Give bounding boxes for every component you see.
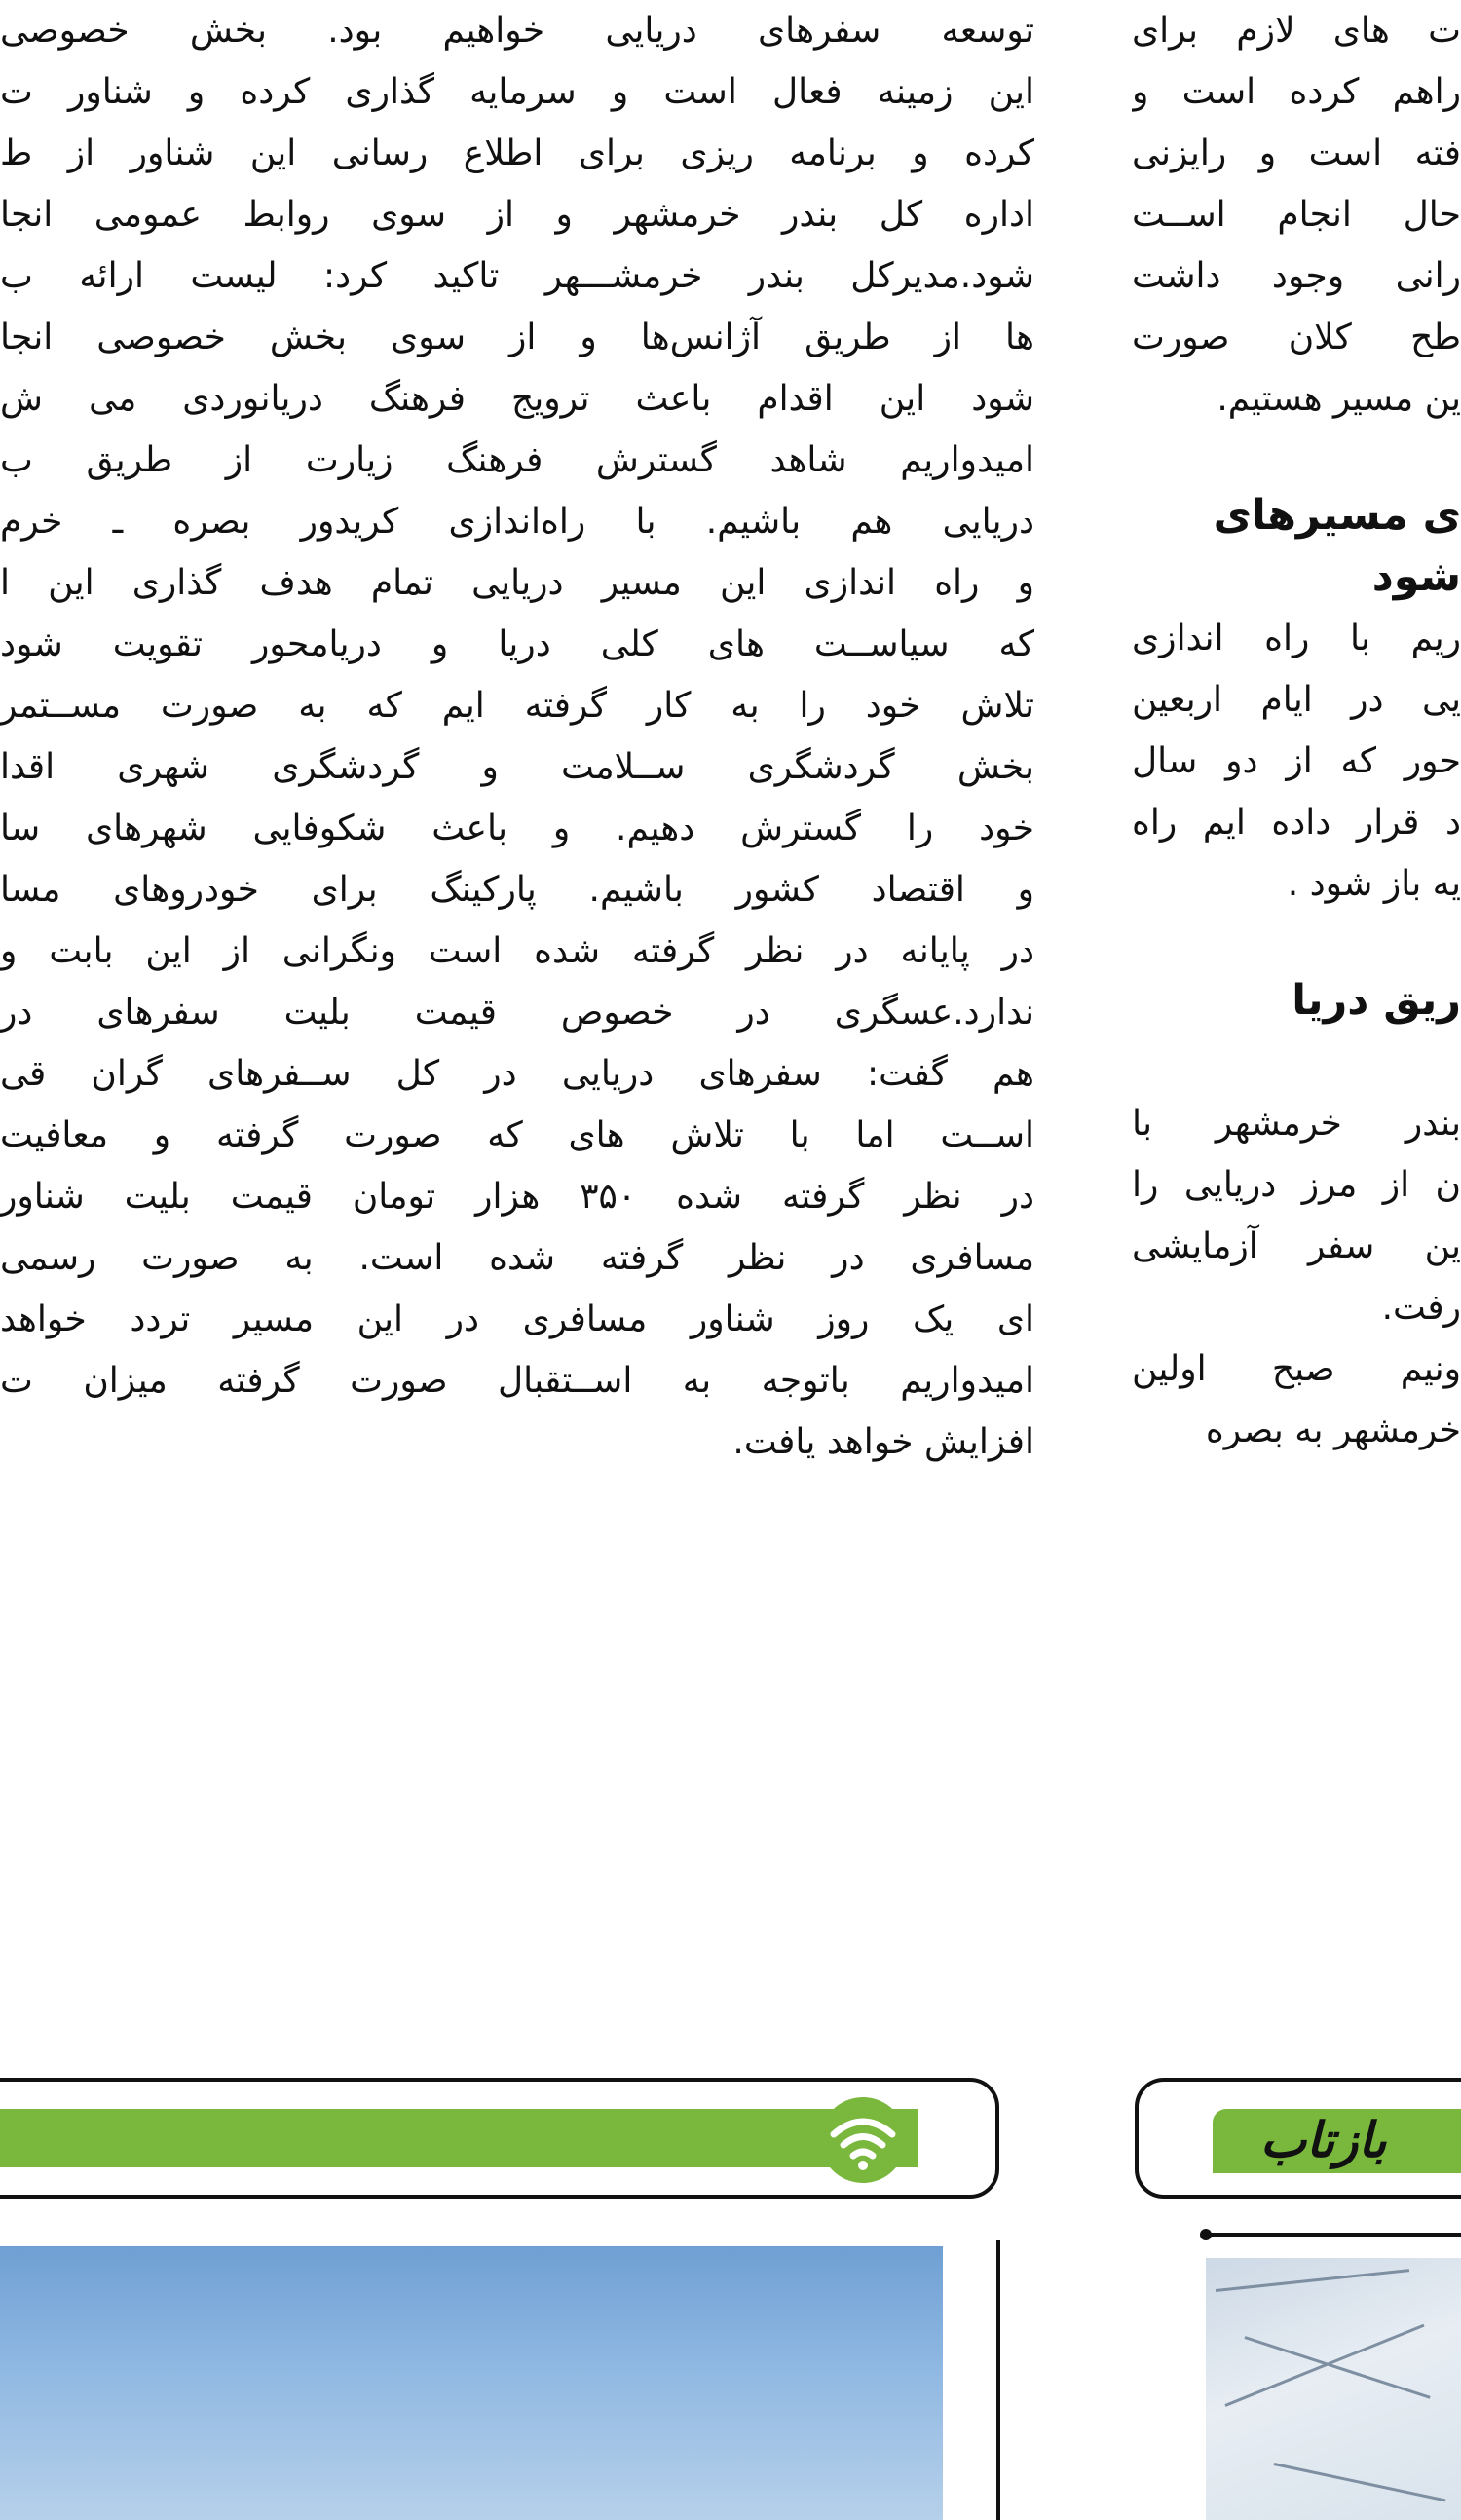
article-line: این زمینه فعال است و سرمایه گذاری کرده و شناور ت: [0, 72, 1034, 112]
wifi-icon: [820, 2097, 906, 2183]
side-line: ونیم صبح اولین: [1132, 1349, 1461, 1389]
sky-photo: [0, 2246, 943, 2520]
article-line: و اقتصاد کشور باشیم. پارکینگ برای خودروهای مسا: [0, 870, 1034, 910]
side-article-column: [1132, 0, 1461, 1461]
article-line: تلاش خود را به کار گرفته ایم که به صورت مســتمر: [0, 686, 1034, 726]
main-article-column: [0, 0, 1034, 1473]
article-line: که سیاســت های کلی دریا و دریامحور تقویت شود: [0, 624, 1034, 664]
article-line: امیدواریم شاهد گسترش فرهنگ زیارت از طریق ب: [0, 440, 1034, 480]
column-divider: [996, 2240, 1000, 2520]
structure-photo: [1206, 2258, 1461, 2520]
side-line: طح کلان صورت: [1132, 318, 1461, 357]
side-line: ین سفر آزمایشی: [1132, 1226, 1461, 1266]
divider-dot: [1200, 2229, 1212, 2240]
photo-detail: [1274, 2463, 1446, 2501]
side-line: رفت.: [1381, 1288, 1461, 1328]
article-line: افزایش خواهد یافت.: [732, 1422, 1034, 1462]
baztab-label: بازتاب: [1260, 2111, 1387, 2168]
side-line: یی در ایام اربعین: [1132, 680, 1461, 720]
article-line: ها از طریق آژانس‌ها و از سوی بخش خصوصی انجا: [0, 318, 1034, 357]
article-line: کرده و برنامه ریزی برای اطلاع رسانی این شناور از ط: [0, 133, 1034, 173]
side-line: حال انجام اســت: [1132, 195, 1461, 235]
article-line: شود این اقدام باعث ترویج فرهنگ دریانوردی می ش: [0, 379, 1034, 419]
article-line: مسافری در نظر گرفته شده است. به صورت رسمی: [0, 1238, 1034, 1278]
article-line: اســت اما با تلاش های که صورت گرفته و معافیت: [0, 1115, 1034, 1155]
side-line: ین مسیر هستیم.: [1217, 379, 1461, 419]
article-line: در نظر گرفته شده ۳۵۰ هزار تومان قیمت بلیت شناور: [0, 1177, 1034, 1217]
side-line: رانی وجود داشت: [1132, 256, 1461, 296]
side-subheading: ریق دریا: [1292, 976, 1461, 1025]
side-line: فته است و رایزنی: [1132, 133, 1461, 173]
article-line: در پایانه در نظر گرفته شده است ونگرانی از این بابت و: [0, 931, 1034, 971]
side-line: ریم با راه اندازی: [1132, 619, 1461, 658]
article-line: توسعه سفرهای دریایی خواهیم بود. بخش خصوصی: [0, 11, 1034, 51]
article-line: هم گفت: سفرهای دریایی در کل ســفرهای گران قی: [0, 1054, 1034, 1094]
article-line: خود را گسترش دهیم. و باعث شکوفایی شهرهای سا: [0, 809, 1034, 848]
side-line: د قرار داده ایم راه: [1132, 803, 1461, 843]
side-line: حور که از دو سال: [1132, 741, 1461, 781]
side-line: ن از مرز دریایی را: [1132, 1165, 1461, 1205]
article-line: امیدواریم باتوجه به اســتقبال صورت گرفته میزان ت: [0, 1361, 1034, 1401]
side-line: یه باز شود .: [1287, 864, 1461, 904]
article-line: اداره کل بندر خرمشهر و از سوی روابط عمومی انجا: [0, 195, 1034, 235]
photo-detail: [1216, 2269, 1409, 2292]
baztab-section-box: [1135, 2078, 1461, 2199]
article-line: ای یک روز شناور مسافری در این مسیر تردد خواهد: [0, 1299, 1034, 1339]
side-line: بندر خرمشهر با: [1132, 1104, 1461, 1144]
side-line: ت های لازم برای: [1132, 11, 1461, 51]
side-subheading: شود: [1371, 552, 1461, 601]
side-subheading: ی مسیرهای: [1213, 491, 1461, 540]
photo-detail: [1245, 2336, 1431, 2399]
banner-bar: [0, 2109, 918, 2167]
side-line: راهم کرده است و: [1132, 72, 1461, 112]
photo-detail: [1224, 2324, 1424, 2407]
article-line: ندارد.عسگری در خصوص قیمت بلیت سفرهای در: [0, 993, 1034, 1033]
article-line: شود.مدیرکل بندر خرمشـــهر تاکید کرد: لیست ارائه ب: [0, 256, 1034, 296]
article-line: دریایی هم باشیم. با راه‌اندازی کریدور بصره ـ خرم: [0, 502, 1034, 542]
divider: [1206, 2233, 1461, 2237]
side-line: خرمشهر به بصره: [1205, 1410, 1461, 1450]
article-line: بخش گردشگری ســلامت و گردشگری شهری اقدا: [0, 747, 1034, 787]
article-line: و راه اندازی این مسیر دریایی تمام هدف گذاری این ا: [0, 563, 1034, 603]
section-banner: [0, 2078, 999, 2199]
